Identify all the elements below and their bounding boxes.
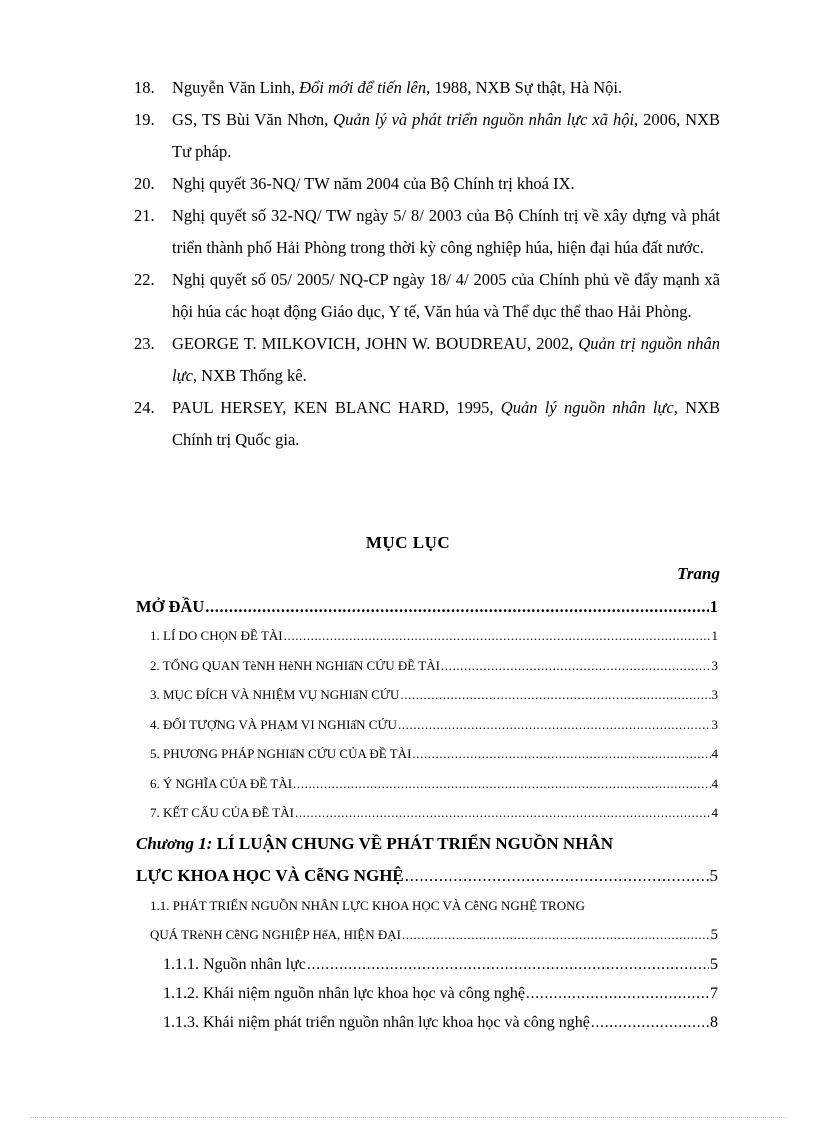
reference-text: GEORGE T. MILKOVICH, JOHN W. BOUDREAU, 2002, (172, 334, 579, 353)
reference-item (134, 104, 720, 168)
table-of-contents (136, 592, 718, 1037)
chapter-title: LỰC KHOA HỌC VÀ CễNG NGHỆ (136, 865, 404, 885)
toc-entry-label: 6. Ý NGHĨA CỦA ĐỀ TÀI (150, 775, 293, 791)
toc-entry-page: 3 (711, 687, 718, 702)
reference-title: Quản lý nguồn nhân lực, (500, 398, 678, 417)
toc-entry-page: 4 (711, 805, 718, 820)
toc-entry[interactable] (136, 979, 718, 1008)
reference-item (134, 168, 720, 200)
dot-leader (591, 1008, 709, 1037)
toc-entry-page: 3 (711, 657, 718, 673)
toc-entry-page: 8 (710, 1013, 718, 1031)
reference-title: Quản lý và phát triển nguồn nhân lực xã hội, (333, 110, 639, 129)
reference-text: 2006, NXB Tư pháp. (172, 110, 720, 161)
reference-item (134, 72, 720, 104)
page-bottom-divider (30, 1117, 786, 1118)
reference-number: 20. (134, 174, 155, 193)
toc-entry[interactable] (136, 1008, 718, 1037)
reference-number: 18. (134, 78, 155, 97)
toc-entry-page: 1 (711, 628, 718, 643)
reference-text: NXB Chính trị Quốc gia. (172, 398, 720, 449)
toc-entry-page: 7 (710, 984, 718, 1002)
section-title: QUÁ TRèNH CễNG NGHIỆP HểA, HIỆN ĐẠI (150, 926, 401, 942)
toc-entry-label: 5. PHƯƠNG PHÁP NGHIấN CỨU CỦA ĐỀ TÀI (150, 746, 412, 761)
toc-entry-label: 1. LÍ DO CHỌN ĐỀ TÀI (150, 628, 283, 643)
toc-entry-chapter-1[interactable] (136, 828, 718, 892)
toc-title: MỤC LỤC (365, 533, 451, 552)
dot-leader (398, 710, 711, 740)
toc-entry-label: 1.1.1. Nguồn nhân lực (163, 955, 306, 973)
chapter-prefix: Chương 1: (136, 833, 213, 853)
reference-list (134, 72, 720, 456)
dot-leader (402, 920, 710, 950)
dot-leader (205, 592, 708, 621)
reference-text: Nguyễn Văn Linh, (172, 78, 300, 97)
toc-entry-label: MỞ ĐẦU (136, 597, 205, 616)
toc-entry-label: 1.1.2. Khái niệm nguồn nhân lực khoa học và công nghệ (163, 984, 525, 1002)
dot-leader (293, 769, 710, 799)
dot-leader (295, 798, 711, 828)
toc-entry[interactable] (136, 739, 718, 769)
dot-leader (284, 621, 711, 651)
toc-entry[interactable] (136, 710, 718, 740)
reference-number: 24. (134, 398, 155, 417)
dot-leader (526, 979, 709, 1008)
toc-entry[interactable] (136, 769, 718, 799)
reference-number: 19. (134, 110, 155, 129)
dot-leader (307, 950, 709, 979)
toc-entry-page: 5 (709, 865, 718, 885)
toc-entry-label: 1.1.3. Khái niệm phát triển nguồn nhân lực khoa học và công nghệ (163, 1013, 590, 1031)
reference-text: , NXB Thống kê. (192, 366, 307, 385)
toc-entry[interactable] (136, 798, 718, 828)
toc-entry[interactable] (136, 651, 718, 681)
reference-text: PAUL HERSEY, KEN BLANC HARD, 1995, (172, 398, 501, 417)
dot-leader (412, 739, 710, 769)
toc-entry-label: 3. MỤC ĐÍCH VÀ NHIỆM VỤ NGHIấN CỨU (150, 687, 400, 702)
toc-entry-page: 5 (710, 926, 718, 943)
toc-entry-page: 4 (711, 746, 718, 761)
reference-item (134, 264, 720, 328)
reference-text: Nghị quyết số 05/ 2005/ NQ-CP ngày 18/ 4/ 2005 của Chính phủ về đẩy mạnh xã hội húa các hoạt động Giáo dục, Y tế, Văn húa và Thể dục thể thao Hải Phòng. (172, 270, 720, 321)
reference-text: Nghị quyết số 32-NQ/ TW ngày 5/ 8/ 2003 của Bộ Chính trị về xây dựng và phát triển thành phố Hải Phòng trong thời kỳ công nghiệp húa, hiện đại húa đất nước. (172, 206, 720, 257)
reference-text: Nghị quyết 36-NQ/ TW năm 2004 của Bộ Chính trị khoá IX. (172, 174, 575, 193)
toc-page-header: Trang (677, 564, 720, 583)
reference-number: 22. (134, 270, 155, 289)
reference-item (134, 200, 720, 264)
reference-title: Đổi mới để tiến lên (299, 78, 427, 97)
toc-entry-label: 2. TỔNG QUAN TèNH HèNH NGHIấN CỨU ĐỀ TÀI (150, 657, 440, 673)
toc-entry[interactable] (136, 680, 718, 710)
toc-entry[interactable] (136, 621, 718, 651)
chapter-title: LÍ LUẬN CHUNG VỀ PHÁT TRIỂN NGUỒN NHÂN (212, 833, 613, 853)
toc-entry-page: 5 (710, 955, 718, 973)
section-title-line: 1.1. PHÁT TRIỂN NGUỒN NHÂN LỰC KHOA HỌC VÀ CễNG NGHỆ TRONG (150, 897, 585, 913)
reference-title: Quản trị nguồn nhân lực (172, 334, 720, 385)
toc-entry-label: 7. KẾT CẤU CỦA ĐỀ TÀI (150, 805, 294, 820)
toc-entry-page: 1 (709, 597, 718, 616)
toc-entry-page: 4 (711, 775, 718, 791)
section-title-line (136, 920, 718, 950)
dot-leader (405, 860, 709, 892)
reference-number: 21. (134, 206, 155, 225)
toc-entry-label: 4. ĐỐI TƯỢNG VÀ PHẠM VI NGHIấN CỨU (150, 716, 397, 732)
reference-text: GS, TS Bùi Văn Nhơn, (172, 110, 334, 129)
reference-item (134, 328, 720, 392)
toc-entry-intro[interactable] (136, 592, 718, 621)
chapter-title-line (136, 860, 718, 892)
reference-text: , 1988, NXB Sự thật, Hà Nội. (426, 78, 623, 97)
dot-leader (441, 651, 711, 681)
reference-item (134, 392, 720, 456)
toc-entry-page: 3 (711, 716, 718, 732)
chapter-title-line (136, 828, 718, 860)
reference-number: 23. (134, 334, 155, 353)
toc-entry[interactable] (136, 950, 718, 979)
toc-entry-section-1-1[interactable] (136, 892, 718, 950)
dot-leader (400, 680, 710, 710)
